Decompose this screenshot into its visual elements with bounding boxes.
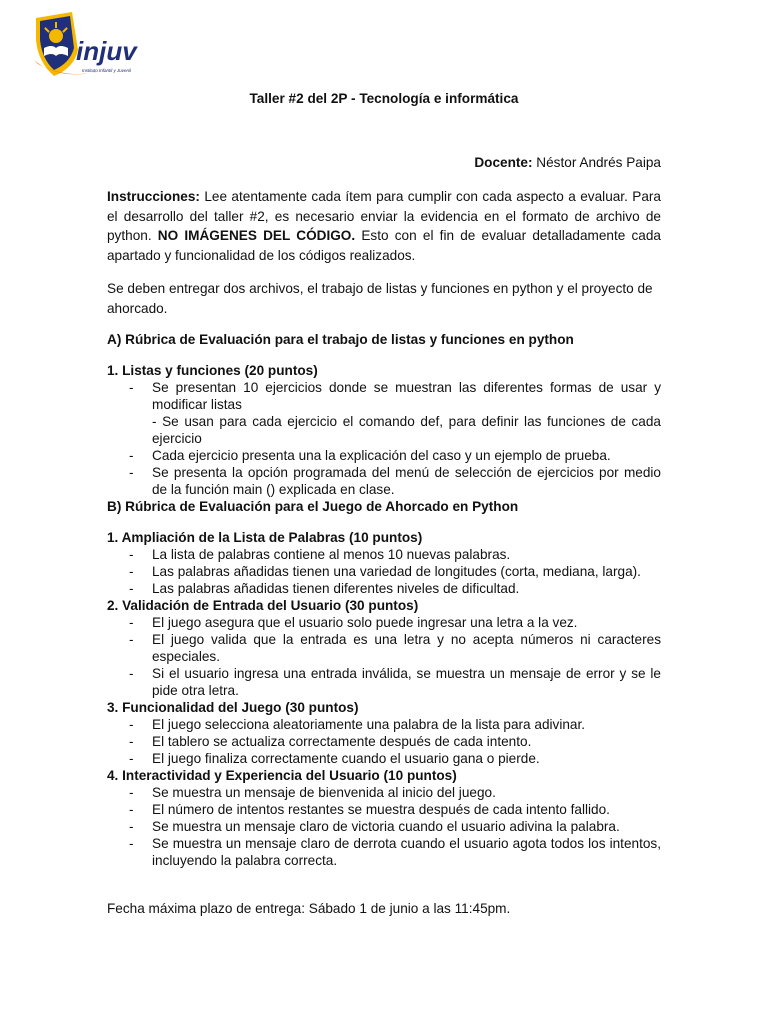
list-item: - Las palabras añadidas tienen una variedad de longitudes (corta, mediana, larga). [107, 563, 661, 580]
list-item: - Se presentan 10 ejercicios donde se muestran las diferentes formas de usar y modificar listas - Se usan para cada ejercicio el comando def, para definir las funciones de cada ejercicio [107, 379, 661, 447]
list-item: - El número de intentos restantes se muestra después de cada intento fallido. [107, 801, 661, 818]
logo-subtext: Instituto Infantil y Juvenil [82, 68, 132, 73]
list-item: - El juego selecciona aleatoriamente una palabra de la lista para adivinar. [107, 716, 661, 733]
list-item: - El tablero se actualiza correctamente después de cada intento. [107, 733, 661, 750]
list-item: - El juego finaliza correctamente cuando el usuario gana o pierde. [107, 750, 661, 767]
list-item: - Se muestra un mensaje de bienvenida al inicio del juego. [107, 784, 661, 801]
teacher-line [474, 155, 661, 170]
rubric-a-items [107, 379, 661, 498]
instructions-text-2: Esto con el fin de evaluar detalladamente cada apartado y funcionalidad de los códigos realizados. [107, 228, 661, 263]
list-item: - El juego valida que la entrada es una letra y no acepta números ni caracteres especiales. [107, 631, 661, 665]
list-item: - Se muestra un mensaje claro de derrota cuando el usuario agota todos los intentos, incluyendo la palabra correcta. [107, 835, 661, 869]
rubric-b-section-4-items [107, 784, 661, 869]
deliverables-paragraph: Se deben entregar dos archivos, el trabajo de listas y funciones en python y el proyecto de ahorcado. [107, 281, 653, 316]
instructions-warning: NO IMÁGENES DEL CÓDIGO. [157, 228, 356, 244]
list-item: - La lista de palabras contiene al menos 10 nuevas palabras. [107, 546, 661, 563]
logo-wordmark: injuv [76, 36, 137, 66]
list-item: - Cada ejercicio presenta una la explicación del caso y un ejemplo de prueba. [107, 447, 661, 464]
rubric-b-section-3-items [107, 716, 661, 767]
rubric-b-section-2-title: 2. Validación de Entrada del Usuario (30 puntos) [107, 598, 419, 613]
rubric-a-block [107, 362, 661, 515]
list-item: - El juego asegura que el usuario solo puede ingresar una letra a la vez. [107, 614, 661, 631]
rubric-a-section-title: 1. Listas y funciones (20 puntos) [107, 363, 318, 378]
instructions-paragraph [107, 187, 661, 265]
rubric-b-block [107, 529, 661, 869]
rubric-b-title: B) Rúbrica de Evaluación para el Juego de Ahorcado en Python [107, 499, 519, 514]
document-title: Taller #2 del 2P - Tecnología e informática [249, 91, 519, 106]
rubric-b-section-4-title: 4. Interactividad y Experiencia del Usuario (10 puntos) [107, 768, 457, 783]
instructions-text-1: Lee atentamente cada ítem para cumplir con cada aspecto a evaluar. Para el desarrollo del taller #2, es necesario enviar la evidencia en el formato de archivo de python. [107, 189, 661, 244]
list-item: - Se muestra un mensaje claro de victoria cuando el usuario adivina la palabra. [107, 818, 661, 835]
list-item: - Se presenta la opción programada del menú de selección de ejercicios por medio de la función main () explicada en clase. [107, 464, 661, 498]
rubric-b-section-1-items [107, 546, 661, 597]
institution-logo [32, 10, 152, 82]
rubric-a-title: A) Rúbrica de Evaluación para el trabajo de listas y funciones en python [107, 332, 574, 347]
list-item: - Si el usuario ingresa una entrada inválida, se muestra un mensaje de error y se le pide otra letra. [107, 665, 661, 699]
teacher-name: Néstor Andrés Paipa [532, 155, 661, 170]
rubric-b-section-1-title: 1. Ampliación de la Lista de Palabras (10 puntos) [107, 530, 423, 545]
instructions-label: Instrucciones: [107, 189, 200, 204]
list-item: - Las palabras añadidas tienen diferentes niveles de dificultad. [107, 580, 661, 597]
rubric-b-section-3-title: 3. Funcionalidad del Juego (30 puntos) [107, 700, 359, 715]
injuv-logo-graphic [32, 10, 152, 82]
rubric-b-section-2-items [107, 614, 661, 699]
due-date: Fecha máxima plazo de entrega: Sábado 1 de junio a las 11:45pm. [107, 901, 511, 916]
teacher-label: Docente: [474, 155, 533, 170]
